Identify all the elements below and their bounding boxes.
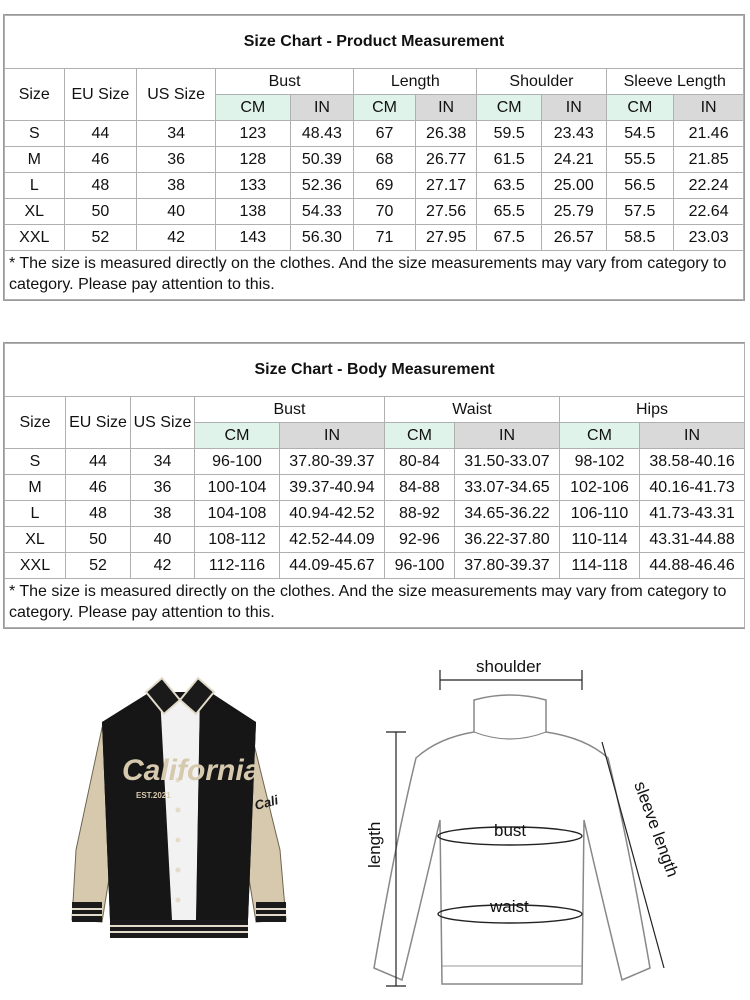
body-chart-rows [5, 449, 745, 579]
waist-label: waist [490, 897, 529, 916]
table-cell: 106-110 [560, 501, 640, 527]
table-cell: 70 [354, 199, 416, 225]
table-cell: 34 [137, 121, 216, 147]
table-cell: 48 [66, 501, 131, 527]
table-cell: 71 [354, 225, 416, 251]
size-cell: L [5, 173, 65, 199]
table-cell: 61.5 [477, 147, 542, 173]
table-row [5, 173, 744, 199]
unit-cm: CM [195, 423, 280, 449]
bust-header: Bust [215, 69, 353, 95]
table-cell: 38.58-40.16 [640, 449, 745, 475]
hips-header: Hips [560, 397, 745, 423]
table-cell: 52 [66, 553, 131, 579]
waist-header: Waist [385, 397, 560, 423]
table-cell: 44 [66, 449, 131, 475]
unit-cm: CM [477, 95, 542, 121]
table-cell: 67.5 [477, 225, 542, 251]
product-chart-title: Size Chart - Product Measurement [5, 16, 744, 69]
unit-cm: CM [606, 95, 674, 121]
jacket-badge-text: EST.2021 [136, 791, 171, 800]
table-cell: 40 [137, 199, 216, 225]
table-cell: 38 [137, 173, 216, 199]
measurement-diagram [350, 650, 690, 1000]
table-row [5, 501, 745, 527]
size-cell: XL [5, 527, 66, 553]
shoulder-label: shoulder [476, 657, 542, 676]
table-cell: 55.5 [606, 147, 674, 173]
table-cell: 43.31-44.88 [640, 527, 745, 553]
table-cell: 52.36 [290, 173, 354, 199]
table-cell: 68 [354, 147, 416, 173]
table-cell: 59.5 [477, 121, 542, 147]
table-cell: 100-104 [195, 475, 280, 501]
table-cell: 40.16-41.73 [640, 475, 745, 501]
size-cell: M [5, 475, 66, 501]
us-size-header: US Size [137, 69, 216, 121]
table-cell: 38 [131, 501, 195, 527]
table-cell: 88-92 [385, 501, 455, 527]
unit-in: IN [674, 95, 744, 121]
table-cell: 23.03 [674, 225, 744, 251]
table-cell: 138 [215, 199, 290, 225]
table-cell: 34 [131, 449, 195, 475]
table-cell: 112-116 [195, 553, 280, 579]
table-cell: 63.5 [477, 173, 542, 199]
eu-size-header: EU Size [64, 69, 137, 121]
table-cell: 36 [131, 475, 195, 501]
table-row [5, 121, 744, 147]
table-cell: 23.43 [541, 121, 606, 147]
table-row [5, 225, 744, 251]
table-cell: 69 [354, 173, 416, 199]
unit-in: IN [541, 95, 606, 121]
table-cell: 98-102 [560, 449, 640, 475]
table-cell: 143 [215, 225, 290, 251]
size-cell: S [5, 121, 65, 147]
size-header: Size [5, 69, 65, 121]
table-cell: 110-114 [560, 527, 640, 553]
unit-in: IN [280, 423, 385, 449]
table-cell: 67 [354, 121, 416, 147]
table-cell: 50.39 [290, 147, 354, 173]
size-cell: S [5, 449, 66, 475]
table-cell: 41.73-43.31 [640, 501, 745, 527]
table-cell: 21.46 [674, 121, 744, 147]
table-cell: 25.00 [541, 173, 606, 199]
table-cell: 104-108 [195, 501, 280, 527]
table-cell: 57.5 [606, 199, 674, 225]
shoulder-header: Shoulder [477, 69, 606, 95]
table-cell: 26.38 [415, 121, 477, 147]
table-cell: 24.21 [541, 147, 606, 173]
table-cell: 40 [131, 527, 195, 553]
us-size-header: US Size [131, 397, 195, 449]
table-row [5, 199, 744, 225]
table-cell: 25.79 [541, 199, 606, 225]
table-cell: 44.09-45.67 [280, 553, 385, 579]
table-cell: 26.57 [541, 225, 606, 251]
table-cell: 40.94-42.52 [280, 501, 385, 527]
table-cell: 123 [215, 121, 290, 147]
table-cell: 54.5 [606, 121, 674, 147]
table-cell: 27.17 [415, 173, 477, 199]
table-cell: 37.80-39.37 [280, 449, 385, 475]
jacket-script-text: California [122, 754, 261, 787]
sleeve-length-header: Sleeve Length [606, 69, 743, 95]
table-cell: 128 [215, 147, 290, 173]
table-cell: 84-88 [385, 475, 455, 501]
table-cell: 36 [137, 147, 216, 173]
size-cell: XXL [5, 553, 66, 579]
table-cell: 50 [66, 527, 131, 553]
table-cell: 36.22-37.80 [455, 527, 560, 553]
table-cell: 52 [64, 225, 137, 251]
table-cell: 56.5 [606, 173, 674, 199]
table-cell: 65.5 [477, 199, 542, 225]
product-chart-rows [5, 121, 744, 251]
eu-size-header: EU Size [66, 397, 131, 449]
table-cell: 50 [64, 199, 137, 225]
table-cell: 39.37-40.94 [280, 475, 385, 501]
table-cell: 44.88-46.46 [640, 553, 745, 579]
size-cell: L [5, 501, 66, 527]
table-row [5, 527, 745, 553]
table-cell: 31.50-33.07 [455, 449, 560, 475]
table-cell: 114-118 [560, 553, 640, 579]
table-cell: 27.56 [415, 199, 477, 225]
jacket-image [60, 670, 310, 955]
table-cell: 34.65-36.22 [455, 501, 560, 527]
table-cell: 96-100 [195, 449, 280, 475]
unit-cm: CM [385, 423, 455, 449]
length-label: length [365, 821, 384, 868]
table-cell: 21.85 [674, 147, 744, 173]
jacket-sleeve-text: Cali [252, 792, 280, 813]
unit-cm: CM [354, 95, 416, 121]
table-cell: 46 [66, 475, 131, 501]
table-cell: 27.95 [415, 225, 477, 251]
table-cell: 92-96 [385, 527, 455, 553]
table-cell: 26.77 [415, 147, 477, 173]
table-cell: 22.24 [674, 173, 744, 199]
table-cell: 46 [64, 147, 137, 173]
table-cell: 48 [64, 173, 137, 199]
table-cell: 37.80-39.37 [455, 553, 560, 579]
table-row [5, 553, 745, 579]
table-row [5, 475, 745, 501]
product-size-chart [3, 14, 745, 301]
body-chart-title: Size Chart - Body Measurement [5, 344, 745, 397]
body-chart-note: * The size is measured directly on the clothes. And the size measurements may vary from category to category. Please pay attention to this. [5, 579, 745, 628]
table-cell: 42 [137, 225, 216, 251]
product-chart-note: * The size is measured directly on the clothes. And the size measurements may vary from category to category. Please pay attention to this. [5, 251, 744, 300]
table-cell: 56.30 [290, 225, 354, 251]
table-cell: 48.43 [290, 121, 354, 147]
table-cell: 22.64 [674, 199, 744, 225]
table-cell: 58.5 [606, 225, 674, 251]
unit-cm: CM [215, 95, 290, 121]
table-cell: 33.07-34.65 [455, 475, 560, 501]
bust-label: bust [494, 821, 527, 840]
table-cell: 96-100 [385, 553, 455, 579]
table-cell: 42 [131, 553, 195, 579]
length-header: Length [354, 69, 477, 95]
table-cell: 133 [215, 173, 290, 199]
table-cell: 102-106 [560, 475, 640, 501]
unit-in: IN [640, 423, 745, 449]
table-cell: 44 [64, 121, 137, 147]
table-row [5, 449, 745, 475]
table-cell: 80-84 [385, 449, 455, 475]
size-cell: M [5, 147, 65, 173]
bust-header: Bust [195, 397, 385, 423]
size-cell: XXL [5, 225, 65, 251]
sleeve-length-label: sleeve length [630, 778, 683, 880]
table-row [5, 147, 744, 173]
table-cell: 54.33 [290, 199, 354, 225]
size-header: Size [5, 397, 66, 449]
unit-in: IN [290, 95, 354, 121]
unit-in: IN [455, 423, 560, 449]
size-cell: XL [5, 199, 65, 225]
unit-in: IN [415, 95, 477, 121]
body-size-chart [3, 342, 745, 629]
table-cell: 42.52-44.09 [280, 527, 385, 553]
unit-cm: CM [560, 423, 640, 449]
table-cell: 108-112 [195, 527, 280, 553]
